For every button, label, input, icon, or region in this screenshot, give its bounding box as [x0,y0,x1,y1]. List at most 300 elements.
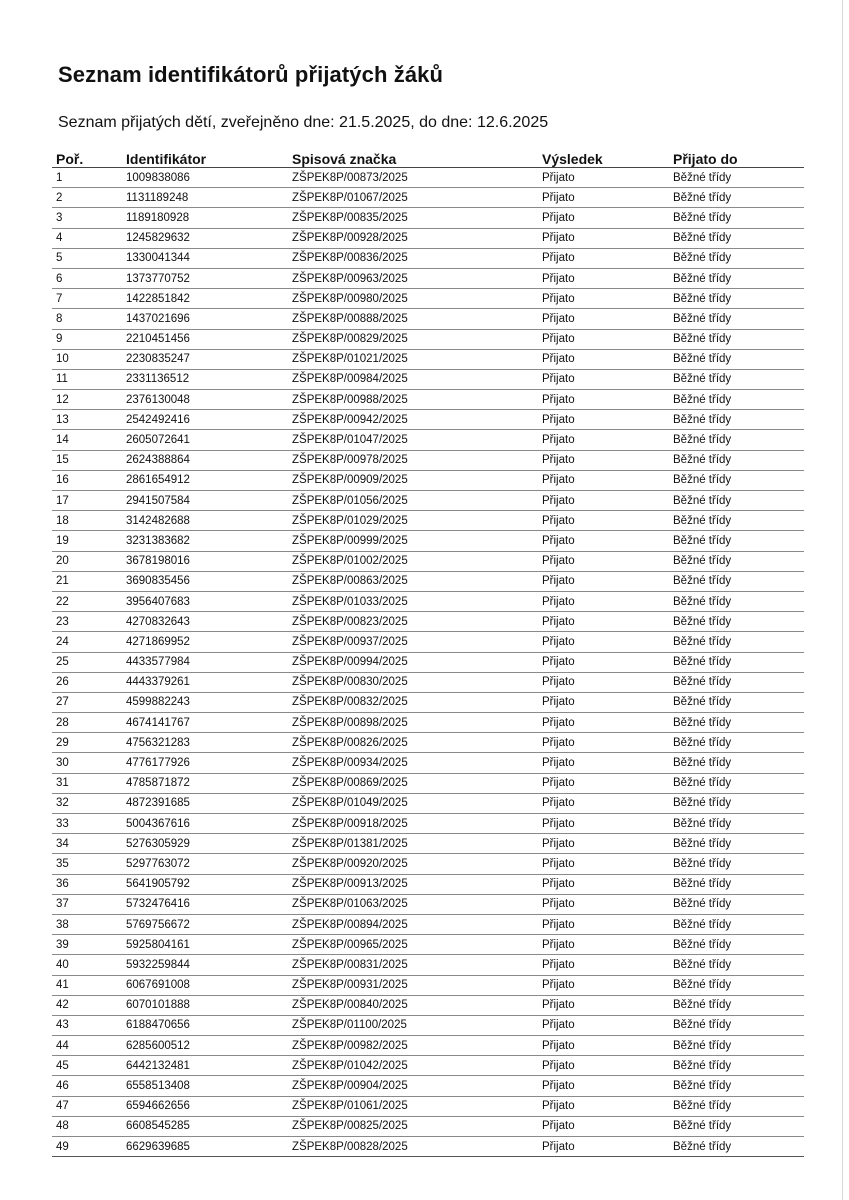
result-cell: Přijato [538,1096,669,1116]
identifier-cell: 5925804161 [122,935,288,955]
admitted-to-cell: Běžné třídy [669,733,804,753]
file-number-cell: ZŠPEK8P/00931/2025 [288,975,538,995]
identifier-cell: 6594662656 [122,1096,288,1116]
identifier-cell: 2605072641 [122,430,288,450]
admitted-to-cell: Běžné třídy [669,975,804,995]
admitted-to-cell: Běžné třídy [669,228,804,248]
result-cell: Přijato [538,1076,669,1096]
file-number-cell: ZŠPEK8P/00978/2025 [288,450,538,470]
result-cell: Přijato [538,692,669,712]
admitted-to-cell: Běžné třídy [669,672,804,692]
admitted-to-cell: Běžné třídy [669,854,804,874]
identifier-cell: 2376130048 [122,390,288,410]
file-number-cell: ZŠPEK8P/01049/2025 [288,793,538,813]
identifier-cell: 5932259844 [122,955,288,975]
admitted-to-cell: Běžné třídy [669,834,804,854]
file-number-cell: ZŠPEK8P/00920/2025 [288,854,538,874]
file-number-cell: ZŠPEK8P/00869/2025 [288,773,538,793]
admitted-to-cell: Běžné třídy [669,188,804,208]
identifier-cell: 5732476416 [122,894,288,914]
identifier-cell: 3231383682 [122,531,288,551]
identifier-cell: 6070101888 [122,995,288,1015]
admitted-to-cell: Běžné třídy [669,612,804,632]
result-cell: Přijato [538,208,669,228]
order-cell: 27 [52,692,122,712]
file-number-cell: ZŠPEK8P/01381/2025 [288,834,538,854]
table-row [52,713,804,733]
admitted-to-cell: Běžné třídy [669,1036,804,1056]
result-cell: Přijato [538,773,669,793]
table-row [52,1056,804,1076]
admitted-to-cell: Běžné třídy [669,268,804,288]
table-row [52,793,804,813]
file-number-cell: ZŠPEK8P/00999/2025 [288,531,538,551]
result-cell: Přijato [538,248,669,268]
table-row [52,652,804,672]
result-cell: Přijato [538,652,669,672]
table-row [52,268,804,288]
result-cell: Přijato [538,814,669,834]
file-number-cell: ZŠPEK8P/00909/2025 [288,470,538,490]
file-number-cell: ZŠPEK8P/00832/2025 [288,692,538,712]
order-cell: 17 [52,491,122,511]
result-cell: Přijato [538,329,669,349]
admitted-to-cell: Běžné třídy [669,410,804,430]
result-cell: Přijato [538,1116,669,1136]
identifier-cell: 1373770752 [122,268,288,288]
file-number-cell: ZŠPEK8P/01021/2025 [288,349,538,369]
file-number-cell: ZŠPEK8P/00825/2025 [288,1116,538,1136]
table-row [52,672,804,692]
identifier-cell: 2230835247 [122,349,288,369]
admitted-to-cell: Běžné třídy [669,248,804,268]
table-row [52,491,804,511]
result-cell: Přijato [538,894,669,914]
order-cell: 39 [52,935,122,955]
order-cell: 7 [52,289,122,309]
result-cell: Přijato [538,228,669,248]
file-number-cell: ZŠPEK8P/00888/2025 [288,309,538,329]
file-number-cell: ZŠPEK8P/01100/2025 [288,1015,538,1035]
order-cell: 34 [52,834,122,854]
order-cell: 15 [52,450,122,470]
order-cell: 19 [52,531,122,551]
file-number-cell: ZŠPEK8P/00980/2025 [288,289,538,309]
column-header-file-number: Spisová značka [288,144,538,168]
file-number-cell: ZŠPEK8P/00942/2025 [288,410,538,430]
result-cell: Přijato [538,1036,669,1056]
table-row [52,591,804,611]
table-row [52,894,804,914]
table-row [52,935,804,955]
admitted-to-cell: Běžné třídy [669,713,804,733]
file-number-cell: ZŠPEK8P/00823/2025 [288,612,538,632]
admitted-to-cell: Běžné třídy [669,571,804,591]
table-row [52,1096,804,1116]
table-row [52,854,804,874]
file-number-cell: ZŠPEK8P/00984/2025 [288,369,538,389]
identifier-cell: 4270832643 [122,612,288,632]
table-row [52,753,804,773]
order-cell: 26 [52,672,122,692]
file-number-cell: ZŠPEK8P/00863/2025 [288,571,538,591]
admitted-to-cell: Běžné třídy [669,793,804,813]
table-row [52,390,804,410]
identifier-cell: 5641905792 [122,874,288,894]
order-cell: 40 [52,955,122,975]
file-number-cell: ZŠPEK8P/00828/2025 [288,1137,538,1157]
identifier-cell: 6558513408 [122,1076,288,1096]
table-row [52,814,804,834]
file-number-cell: ZŠPEK8P/00904/2025 [288,1076,538,1096]
identifier-cell: 4271869952 [122,632,288,652]
file-number-cell: ZŠPEK8P/00934/2025 [288,753,538,773]
identifier-cell: 1437021696 [122,309,288,329]
table-row [52,733,804,753]
result-cell: Přijato [538,713,669,733]
order-cell: 20 [52,551,122,571]
admitted-to-cell: Běžné třídy [669,511,804,531]
order-cell: 43 [52,1015,122,1035]
admitted-to-cell: Běžné třídy [669,652,804,672]
table-row [52,1036,804,1056]
identifier-cell: 6067691008 [122,975,288,995]
order-cell: 4 [52,228,122,248]
result-cell: Přijato [538,470,669,490]
identifier-cell: 1422851842 [122,289,288,309]
result-cell: Přijato [538,995,669,1015]
admitted-to-cell: Běžné třídy [669,753,804,773]
admitted-to-cell: Běžné třídy [669,450,804,470]
file-number-cell: ZŠPEK8P/01063/2025 [288,894,538,914]
file-number-cell: ZŠPEK8P/00982/2025 [288,1036,538,1056]
table-row [52,612,804,632]
result-cell: Přijato [538,390,669,410]
identifier-cell: 5769756672 [122,914,288,934]
order-cell: 22 [52,591,122,611]
order-cell: 41 [52,975,122,995]
admitted-to-cell: Běžné třídy [669,591,804,611]
table-row [52,531,804,551]
identifier-cell: 1131189248 [122,188,288,208]
identifier-cell: 1189180928 [122,208,288,228]
order-cell: 13 [52,410,122,430]
order-cell: 28 [52,713,122,733]
admitted-to-cell: Běžné třídy [669,1056,804,1076]
file-number-cell: ZŠPEK8P/00836/2025 [288,248,538,268]
table-row [52,289,804,309]
order-cell: 42 [52,995,122,1015]
admitted-to-cell: Běžné třídy [669,1015,804,1035]
table-row [52,995,804,1015]
identifier-cell: 2861654912 [122,470,288,490]
result-cell: Přijato [538,289,669,309]
order-cell: 3 [52,208,122,228]
result-cell: Přijato [538,753,669,773]
order-cell: 9 [52,329,122,349]
file-number-cell: ZŠPEK8P/01002/2025 [288,551,538,571]
result-cell: Přijato [538,369,669,389]
admitted-to-cell: Běžné třídy [669,491,804,511]
order-cell: 47 [52,1096,122,1116]
order-cell: 23 [52,612,122,632]
identifier-cell: 2210451456 [122,329,288,349]
table-body [52,168,804,1157]
order-cell: 49 [52,1137,122,1157]
column-header-order: Poř. [52,144,122,168]
result-cell: Přijato [538,612,669,632]
result-cell: Přijato [538,935,669,955]
table-row [52,248,804,268]
file-number-cell: ZŠPEK8P/01067/2025 [288,188,538,208]
table-row [52,632,804,652]
admitted-to-cell: Běžné třídy [669,430,804,450]
admitted-to-cell: Běžné třídy [669,1137,804,1157]
admitted-to-cell: Běžné třídy [669,914,804,934]
result-cell: Přijato [538,672,669,692]
identifier-cell: 4599882243 [122,692,288,712]
table-row [52,975,804,995]
page-title: Seznam identifikátorů přijatých žáků [58,62,444,87]
result-cell: Přijato [538,874,669,894]
table-row [52,914,804,934]
identifier-cell: 5276305929 [122,834,288,854]
table-row [52,188,804,208]
table-row [52,450,804,470]
table-row [52,834,804,854]
file-number-cell: ZŠPEK8P/00873/2025 [288,168,538,188]
result-cell: Přijato [538,430,669,450]
identifier-cell: 4776177926 [122,753,288,773]
table-row [52,1116,804,1136]
admitted-to-cell: Běžné třídy [669,894,804,914]
admitted-to-cell: Běžné třídy [669,1076,804,1096]
result-cell: Přijato [538,571,669,591]
identifier-cell: 6442132481 [122,1056,288,1076]
order-cell: 45 [52,1056,122,1076]
admitted-to-cell: Běžné třídy [669,208,804,228]
admitted-to-cell: Běžné třídy [669,531,804,551]
identifier-cell: 6608545285 [122,1116,288,1136]
result-cell: Přijato [538,854,669,874]
order-cell: 38 [52,914,122,934]
admitted-to-cell: Běžné třídy [669,955,804,975]
result-cell: Přijato [538,511,669,531]
file-number-cell: ZŠPEK8P/00835/2025 [288,208,538,228]
order-cell: 2 [52,188,122,208]
identifier-cell: 6188470656 [122,1015,288,1035]
result-cell: Přijato [538,491,669,511]
identifier-cell: 4443379261 [122,672,288,692]
admitted-to-cell: Běžné třídy [669,1116,804,1136]
identifier-cell: 4433577984 [122,652,288,672]
file-number-cell: ZŠPEK8P/00898/2025 [288,713,538,733]
column-header-identifier: Identifikátor [122,144,288,168]
table-row [52,349,804,369]
order-cell: 1 [52,168,122,188]
identifier-cell: 2624388864 [122,450,288,470]
order-cell: 29 [52,733,122,753]
admitted-to-cell: Běžné třídy [669,995,804,1015]
identifier-cell: 1245829632 [122,228,288,248]
result-cell: Přijato [538,975,669,995]
order-cell: 33 [52,814,122,834]
identifier-cell: 3690835456 [122,571,288,591]
order-cell: 8 [52,309,122,329]
table-row [52,430,804,450]
order-cell: 31 [52,773,122,793]
identifier-cell: 4674141767 [122,713,288,733]
result-cell: Přijato [538,531,669,551]
table-row [52,773,804,793]
page-subtitle: Seznam přijatých dětí, zveřejněno dne: 21.5.2025, do dne: 12.6.2025 [58,114,549,131]
admitted-to-cell: Běžné třídy [669,309,804,329]
table-row [52,692,804,712]
result-cell: Přijato [538,188,669,208]
admitted-to-cell: Běžné třídy [669,773,804,793]
result-cell: Přijato [538,551,669,571]
table-row [52,551,804,571]
identifier-cell: 3142482688 [122,511,288,531]
table-row [52,329,804,349]
table-row [52,410,804,430]
order-cell: 44 [52,1036,122,1056]
result-cell: Přijato [538,450,669,470]
admitted-to-cell: Běžné třídy [669,390,804,410]
admitted-to-cell: Běžné třídy [669,349,804,369]
admitted-to-cell: Běžné třídy [669,369,804,389]
column-header-result: Výsledek [538,144,669,168]
result-cell: Přijato [538,834,669,854]
admitted-to-cell: Běžné třídy [669,329,804,349]
order-cell: 24 [52,632,122,652]
table-row [52,1015,804,1035]
file-number-cell: ZŠPEK8P/00937/2025 [288,632,538,652]
order-cell: 10 [52,349,122,369]
order-cell: 5 [52,248,122,268]
order-cell: 11 [52,369,122,389]
result-cell: Přijato [538,349,669,369]
result-cell: Přijato [538,268,669,288]
result-cell: Přijato [538,591,669,611]
file-number-cell: ZŠPEK8P/00988/2025 [288,390,538,410]
file-number-cell: ZŠPEK8P/01029/2025 [288,511,538,531]
result-cell: Přijato [538,793,669,813]
table-row [52,511,804,531]
file-number-cell: ZŠPEK8P/00831/2025 [288,955,538,975]
admitted-to-cell: Běžné třídy [669,692,804,712]
table-row [52,470,804,490]
admissions-table [52,144,804,1157]
identifier-cell: 4872391685 [122,793,288,813]
file-number-cell: ZŠPEK8P/00894/2025 [288,914,538,934]
file-number-cell: ZŠPEK8P/00840/2025 [288,995,538,1015]
admitted-to-cell: Běžné třídy [669,935,804,955]
admitted-to-cell: Běžné třídy [669,874,804,894]
table-row [52,874,804,894]
order-cell: 12 [52,390,122,410]
order-cell: 25 [52,652,122,672]
result-cell: Přijato [538,410,669,430]
order-cell: 16 [52,470,122,490]
file-number-cell: ZŠPEK8P/00994/2025 [288,652,538,672]
table-row [52,1137,804,1157]
table-row [52,208,804,228]
file-number-cell: ZŠPEK8P/00928/2025 [288,228,538,248]
table-header-row [52,144,804,168]
result-cell: Přijato [538,955,669,975]
admitted-to-cell: Běžné třídy [669,814,804,834]
identifier-cell: 5297763072 [122,854,288,874]
table-row [52,309,804,329]
identifier-cell: 4756321283 [122,733,288,753]
order-cell: 46 [52,1076,122,1096]
order-cell: 48 [52,1116,122,1136]
admitted-to-cell: Běžné třídy [669,551,804,571]
admitted-to-cell: Běžné třídy [669,168,804,188]
result-cell: Přijato [538,914,669,934]
identifier-cell: 2331136512 [122,369,288,389]
result-cell: Přijato [538,1137,669,1157]
result-cell: Přijato [538,1015,669,1035]
table-row [52,1076,804,1096]
admitted-to-cell: Běžné třídy [669,470,804,490]
identifier-cell: 2941507584 [122,491,288,511]
identifier-cell: 5004367616 [122,814,288,834]
identifier-cell: 3678198016 [122,551,288,571]
file-number-cell: ZŠPEK8P/01047/2025 [288,430,538,450]
table-row [52,168,804,188]
file-number-cell: ZŠPEK8P/00913/2025 [288,874,538,894]
admitted-to-cell: Běžné třídy [669,1096,804,1116]
table-row [52,228,804,248]
result-cell: Přijato [538,733,669,753]
order-cell: 30 [52,753,122,773]
page-edge [842,0,843,1200]
order-cell: 14 [52,430,122,450]
file-number-cell: ZŠPEK8P/00963/2025 [288,268,538,288]
file-number-cell: ZŠPEK8P/01056/2025 [288,491,538,511]
admitted-to-cell: Běžné třídy [669,289,804,309]
identifier-cell: 6285600512 [122,1036,288,1056]
order-cell: 21 [52,571,122,591]
column-header-admitted-to: Přijato do [669,144,804,168]
file-number-cell: ZŠPEK8P/01061/2025 [288,1096,538,1116]
admitted-to-cell: Běžné třídy [669,632,804,652]
file-number-cell: ZŠPEK8P/01042/2025 [288,1056,538,1076]
order-cell: 6 [52,268,122,288]
identifier-cell: 3956407683 [122,591,288,611]
file-number-cell: ZŠPEK8P/00826/2025 [288,733,538,753]
identifier-cell: 6629639685 [122,1137,288,1157]
table-row [52,571,804,591]
file-number-cell: ZŠPEK8P/01033/2025 [288,591,538,611]
file-number-cell: ZŠPEK8P/00830/2025 [288,672,538,692]
identifier-cell: 2542492416 [122,410,288,430]
identifier-cell: 1330041344 [122,248,288,268]
table-row [52,955,804,975]
result-cell: Přijato [538,1056,669,1076]
file-number-cell: ZŠPEK8P/00965/2025 [288,935,538,955]
file-number-cell: ZŠPEK8P/00918/2025 [288,814,538,834]
result-cell: Přijato [538,168,669,188]
order-cell: 32 [52,793,122,813]
file-number-cell: ZŠPEK8P/00829/2025 [288,329,538,349]
result-cell: Přijato [538,309,669,329]
order-cell: 37 [52,894,122,914]
order-cell: 35 [52,854,122,874]
result-cell: Přijato [538,632,669,652]
